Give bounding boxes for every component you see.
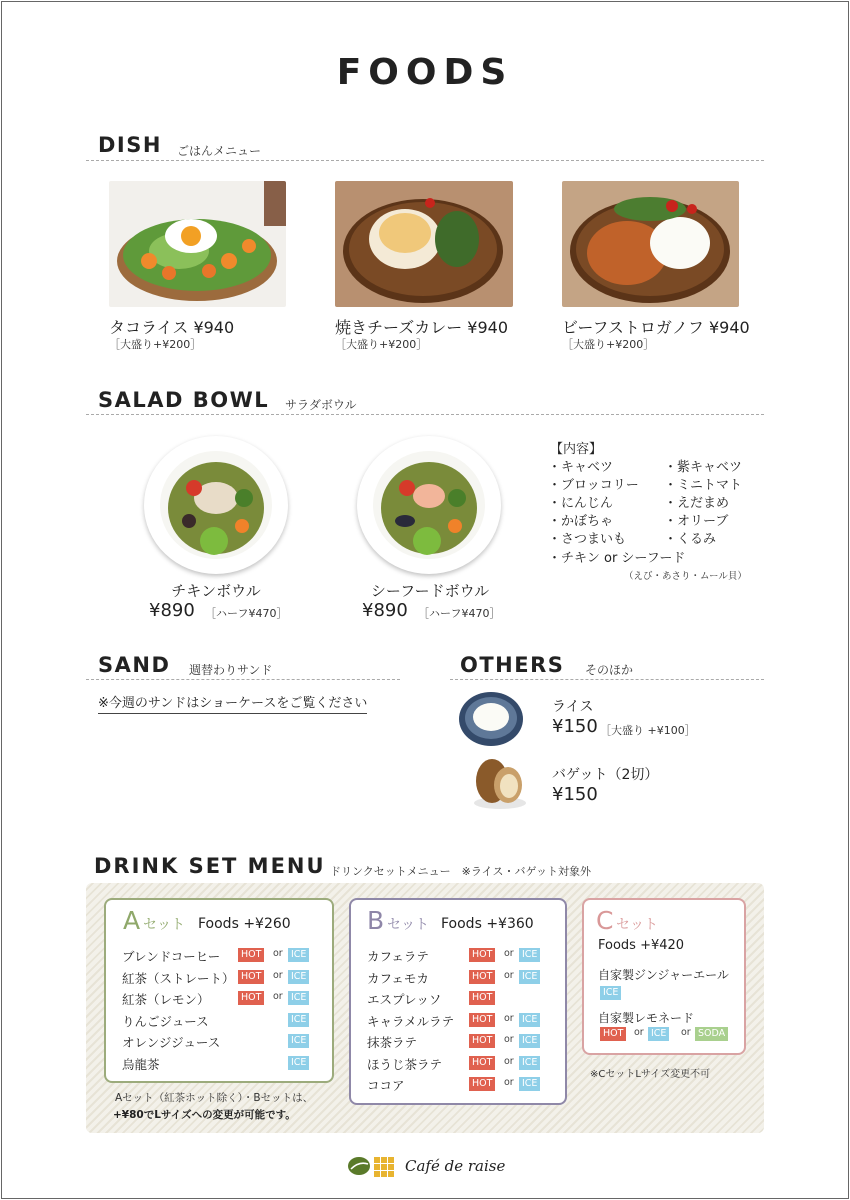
salad-item-note: ［ハーフ¥470］ [418,607,501,620]
drink-name: 抹茶ラテ [367,1035,418,1050]
set-c-letter: C [596,906,614,935]
set-c-label: セット [616,917,658,933]
set-b-card [349,898,567,1105]
contents-item: ・キャベツ [548,460,614,475]
or-label: or [681,1027,691,1038]
soda-badge: SODA [695,1027,728,1041]
sand-note: ※今週のサンドはショーケースをご覧ください [98,692,367,714]
hot-badge: HOT [238,948,264,962]
hot-badge: HOT [469,991,495,1005]
ice-badge: ICE [288,1034,309,1048]
salad-item-price: ¥890 [149,600,195,621]
drink-name: 自家製レモネード [598,1011,695,1025]
brand-logo [346,1153,398,1183]
dish-item-note: ［大盛り+¥200］ [562,338,655,351]
set-b-rows [367,944,563,1095]
ice-badge: ICE [288,1013,309,1027]
contents-item: ・えだまめ [664,496,730,511]
baguette-photo [470,755,528,815]
salad-item-price: ¥890 [362,600,408,621]
drink-name: 紅茶（レモン） [122,992,210,1007]
seafood-bowl-photo [357,436,501,574]
chicken-bowl-photo [144,436,288,574]
drink-name: オレンジジュース [122,1035,221,1050]
dish-divider [86,160,764,161]
ice-badge: ICE [519,1013,540,1027]
contents-protein: ・チキン or シーフード [548,551,686,566]
drink-name: カフェモカ [367,970,429,986]
or-label: or [273,948,283,959]
set-a-footnote-1: Aセット（紅茶ホット除く）・Bセットは、 [115,1092,314,1104]
ice-badge: ICE [519,970,540,984]
set-a-label: セット [143,917,185,933]
ice-badge: ICE [288,948,309,962]
drink-subtitle: ドリンクセットメニュー ※ライス・バゲット対象外 [330,865,592,878]
others-item-name: バゲット（2切） [552,767,659,783]
set-a-letter: A [123,906,141,935]
contents-item: ・ミニトマト [664,478,743,493]
set-a-rows [122,944,322,1073]
dish-item-name: タコライス ¥940 [109,318,235,337]
hot-badge: HOT [469,970,495,984]
others-item-name: ライス [552,699,594,715]
set-b-label: セット [387,917,429,933]
or-label: or [504,969,514,981]
drink-name: ブレンドコーヒー [122,949,221,964]
hot-badge: HOT [469,1034,495,1048]
hot-badge: HOT [238,970,264,984]
or-label: or [504,1012,514,1024]
salad-item-name: チキンボウル [171,582,261,600]
dish-title: DISH [98,133,162,157]
ice-badge: ICE [600,986,621,1000]
salad-divider [86,414,764,415]
ice-badge: ICE [288,991,309,1005]
salad-item-note: ［ハーフ¥470］ [205,607,288,620]
drink-row [367,1030,563,1052]
drink-name: 紅茶（ストレート） [122,970,235,986]
contents-item: ・ブロッコリー [548,478,639,493]
ice-badge: ICE [519,948,540,962]
or-label: or [504,948,514,959]
dish-item-name: 焼きチーズカレー ¥940 [335,318,509,337]
set-b-letter: B [367,906,385,935]
set-a-card [104,898,334,1083]
hot-badge: HOT [469,948,495,962]
dish-item-note: ［大盛り+¥200］ [335,338,428,351]
drink-name: キャラメルラテ [367,1013,455,1029]
brand-name: Café de raise [405,1157,506,1175]
ice-badge: ICE [288,970,309,984]
drink-row [367,1009,563,1031]
ice-badge: ICE [519,1077,540,1091]
contents-item: ・にんじん [548,496,614,511]
drink-name: エスプレッソ [367,992,442,1007]
set-a-footnote-2: +¥80でLサイズへの変更が可能です。 [113,1109,296,1121]
or-label: or [273,969,283,981]
drink-row [367,1073,563,1095]
contents-item: ・オリーブ [664,514,729,529]
hot-badge: HOT [238,991,264,1005]
others-item-price: ¥150 [552,784,598,805]
others-item-note: ［大盛り +¥100］ [600,724,696,737]
contents-list-left [548,459,639,549]
or-label: or [273,991,283,1002]
rice-photo [458,690,524,752]
salad-item-name: シーフードボウル [370,582,490,600]
drink-name: 烏龍茶 [122,1056,160,1072]
hot-badge: HOT [469,1013,495,1027]
drink-row [122,966,322,988]
others-subtitle: そのほか [585,663,634,677]
ice-badge: ICE [519,1056,540,1070]
drink-name: カフェラテ [367,949,429,964]
drink-row [122,944,322,966]
contents-item: ・かぼちゃ [548,514,614,529]
page-title: FOODS [336,52,514,93]
or-label: or [504,1077,514,1088]
contents-item: ・さつまいも [548,532,627,547]
dish-subtitle: ごはんメニュー [177,144,262,158]
drink-row [367,966,563,988]
ice-badge: ICE [288,1056,309,1070]
ice-badge: ICE [648,1027,669,1041]
drink-row [367,944,563,966]
drink-row [122,987,322,1009]
others-title: OTHERS [460,653,565,677]
contents-protein-note: （えび・あさり・ムール貝） [624,571,747,582]
or-label: or [634,1027,644,1038]
contents-item: ・くるみ [664,532,717,547]
sand-divider [86,679,400,680]
drink-name: ほうじ茶ラテ [367,1056,443,1072]
or-label: or [504,1034,514,1045]
drink-name: りんごジュース [122,1013,209,1029]
set-c-footnote: ※CセットLサイズ変更不可 [590,1069,711,1080]
drink-title: DRINK SET MENU [94,854,326,878]
salad-title: SALAD BOWL [98,388,270,412]
hot-badge: HOT [600,1027,626,1041]
set-b-price: Foods +¥360 [441,916,534,932]
drink-row [367,1052,563,1074]
drink-row [122,1009,322,1031]
set-a-price: Foods +¥260 [198,916,291,932]
dish-item-name: ビーフストロガノフ ¥940 [562,318,750,337]
drink-name: ココア [367,1078,405,1093]
set-c-card [582,898,746,1055]
others-divider [450,679,764,680]
dish-item-note: ［大盛り+¥200］ [109,338,202,351]
contents-list-right [664,459,742,549]
set-c-price: Foods +¥420 [598,938,685,953]
others-item-price: ¥150 [552,716,598,737]
drink-row [122,1052,322,1074]
contents-title: 【内容】 [550,442,603,457]
salad-subtitle: サラダボウル [285,398,357,412]
hot-badge: HOT [469,1077,495,1091]
or-label: or [504,1055,514,1067]
hot-badge: HOT [469,1056,495,1070]
drink-name: 自家製ジンジャーエール [598,968,729,982]
contents-item: ・紫キャベツ [664,460,743,475]
drink-row [367,987,563,1009]
ice-badge: ICE [519,1034,540,1048]
drink-row [122,1030,322,1052]
stroganoff-photo [562,181,739,307]
cheese-curry-photo [335,181,513,307]
sand-subtitle: 週替わりサンド [189,663,273,677]
sand-title: SAND [98,653,171,677]
taco-rice-photo [109,181,286,307]
